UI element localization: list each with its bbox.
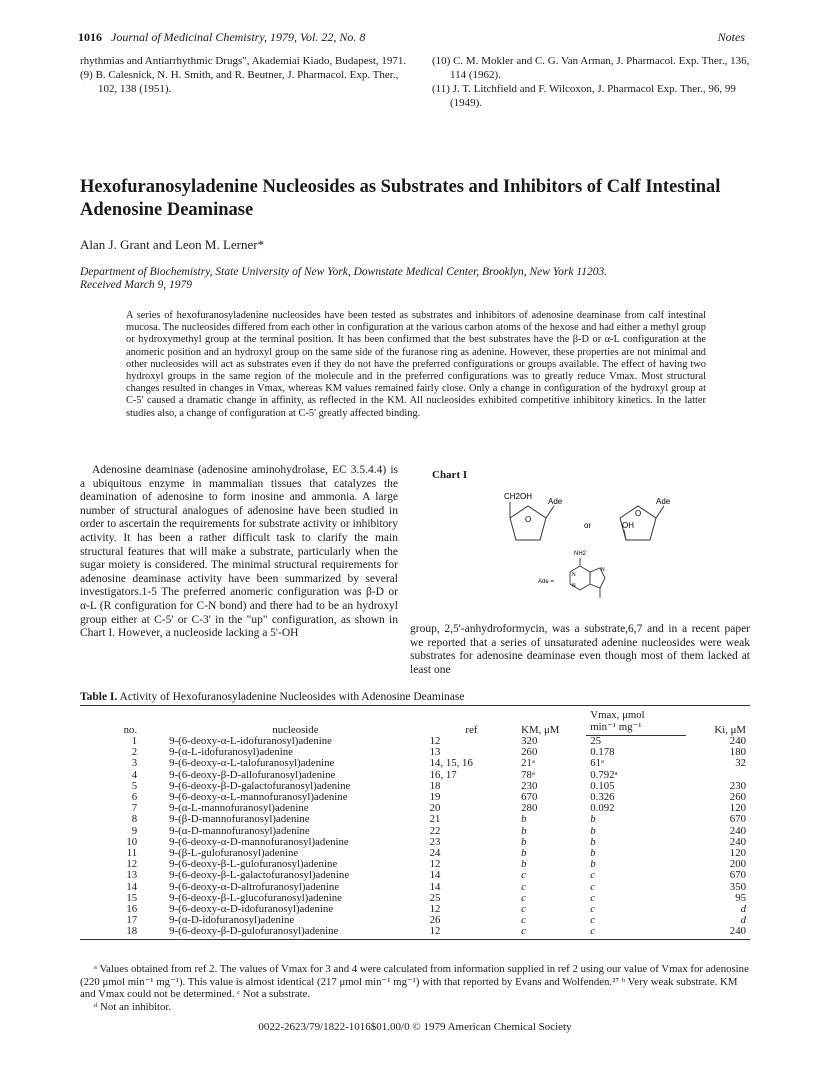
- abstract: A series of hexofuranosyladenine nucleosides have been tested as substrates and inhibitors of adenosine deaminase from calf intestinal mucosa. The nucleosides differed from each other in configuration at the various carbon atoms of the hexose and had either a methyl group or hydroxymethyl group at the terminal position. It has been confirmed that the best substrates have the β-D or α-L configuration at the anomeric position and an hydroxyl group on the same side of the furanose ring as adenine. However, these properties are not minimal and other nucleosides will act as substrates even if they do not have the preferred configurations or groups available. The effect of having two hydroxyl groups in the same region of the molecule and in the preferred configurations was to greatly reduce Vmax. Most structural changes resulted in changes in Vmax, whereas KM values remained fairly close. Only a change in configuration of the hydroxyl group at C-5' caused a dramatic change in affinity, as reflected in the KM. All nucleosides exhibited competitive inhibitory kinetics. In the latter studies also, a change of configuration at C-5' greatly affected binding.: [126, 310, 706, 419]
- cell-ki: d: [740, 914, 746, 927]
- cell-vmax: b: [590, 824, 596, 837]
- reference-item: (9) B. Calesnick, N. H. Smith, and R. Beutner, J. Pharmacol. Exp. Ther., 102, 138 (1951).: [80, 69, 399, 95]
- table-label: Table I.: [80, 691, 118, 703]
- cell-ref: 12: [429, 903, 441, 916]
- cell-ref: 25: [429, 891, 441, 904]
- cell-ki: 240: [729, 835, 746, 848]
- cell-no: 8: [131, 813, 138, 826]
- cell-km: 320: [521, 734, 538, 747]
- cell-nucleoside: 9-(6-deoxy-α-L-talofuranosyl)adenine: [169, 757, 335, 770]
- label-oh: OH: [622, 521, 634, 530]
- cell-km: c: [521, 880, 526, 893]
- cell-no: 7: [131, 802, 138, 815]
- cell-ref: 21: [429, 813, 441, 826]
- cell-no: 9: [131, 824, 138, 837]
- cell-km: 670: [521, 791, 538, 804]
- cell-ref: 14: [429, 880, 441, 893]
- col-header-vmax: Vmax, μmol: [586, 706, 686, 722]
- cell-ki: 240: [729, 734, 746, 747]
- cell-ref: 14: [429, 869, 441, 882]
- col-header-ki: Ki, μM: [686, 706, 750, 736]
- label-nh2: NH2: [574, 551, 587, 557]
- body-text-left: [80, 464, 398, 641]
- cell-km: b: [521, 813, 527, 826]
- cell-ref: 23: [429, 835, 441, 848]
- cell-ref: 13: [429, 746, 441, 759]
- references-right: [432, 54, 752, 110]
- cell-vmax: c: [590, 914, 596, 927]
- cell-no: 4: [131, 768, 138, 781]
- cell-ref: 16, 17: [429, 768, 457, 781]
- cell-no: 14: [126, 880, 138, 893]
- page-number: 1016: [78, 30, 102, 44]
- label-n1: N: [572, 572, 576, 578]
- cell-ref: 19: [429, 791, 441, 804]
- cell-no: 13: [126, 869, 138, 882]
- cell-ki: d: [740, 903, 746, 916]
- cell-ref: 20: [429, 802, 441, 815]
- cell-ki: 120: [729, 847, 746, 860]
- label-ring-o-left: O: [525, 515, 532, 524]
- cell-nucleoside: 9-(β-L-gulofuranosyl)adenine: [169, 847, 299, 860]
- cell-ki: 120: [729, 802, 746, 815]
- table-footnotes: [80, 963, 750, 1013]
- table-row: [80, 926, 750, 939]
- cell-ref: 14, 15, 16: [429, 757, 473, 770]
- article-title: Hexofuranosyladenine Nucleosides as Substrates and Inhibitors of Calf Intestinal Adenosine Deaminase: [80, 177, 721, 220]
- cell-ki: 240: [686, 926, 750, 939]
- cell-ki: 180: [729, 746, 746, 759]
- cell-km: 230: [521, 779, 538, 792]
- data-table: [80, 705, 750, 940]
- article-authors: Alan J. Grant and Leon M. Lerner*: [80, 237, 265, 252]
- running-header: [78, 30, 745, 45]
- journal-citation: Journal of Medicinal Chemistry, 1979, Vol. 22, No. 8: [111, 30, 366, 44]
- cell-vmax: c: [590, 891, 596, 904]
- cell-no: 10: [126, 835, 138, 848]
- cell-no: 3: [131, 757, 138, 770]
- author-affiliation: [80, 266, 750, 292]
- affiliation-text: Department of Biochemistry, State University of New York, Downstate Medical Center, Brooklyn, New York 11203.: [80, 266, 608, 278]
- cell-vmax: 0.092: [590, 802, 615, 815]
- col-header-vmax-units: min⁻¹ mg⁻¹: [586, 721, 686, 736]
- cell-ki: 240: [729, 824, 746, 837]
- body-paragraph: Adenosine deaminase (adenosine aminohydrolase, EC 3.5.4.4) is a ubiquitous enzyme in mammalian tissues that catalyzes the deamination of adenosine to form inosine and ammonia. A large number of structural analogues of adenosine have been studied in order to ascertain the requirements for substrate activity or inhibitory activity. It has been a rather difficult task to clarify the main structural features that will make a substrate, particularly when the sugar moiety is considered. The minimal structural requirements for adenosine deaminase activity have been summarized by several investigators.1-5 The preferred anomeric configuration was β-D or α-L (R configuration for C-N bond) and there had to be an hydroxyl group either at C-5' or C-3' in the "up" configuration, as shown in Chart I. However, a nucleoside lacking a 5'-OH: [80, 464, 398, 640]
- copyright-footer: 0022-2623/79/1822-1016$01.00/0 © 1979 American Chemical Society: [258, 1021, 572, 1033]
- cell-ki: 670: [729, 813, 746, 826]
- cell-ref: 22: [429, 824, 441, 837]
- cell-vmax: c: [590, 880, 596, 893]
- cell-nucleoside: 9-(6-deoxy-β-L-gulofuranosyl)adenine: [169, 858, 338, 871]
- cell-km: b: [521, 835, 527, 848]
- cell-ref: 26: [429, 914, 441, 927]
- label-ade-right: Ade: [656, 497, 671, 506]
- cell-vmax: c: [590, 903, 596, 916]
- table-caption: [80, 691, 464, 703]
- col-header-nucleoside: nucleoside: [151, 706, 426, 736]
- cell-nucleoside: 9-(6-deoxy-β-L-galactofuranosyl)adenine: [169, 869, 350, 882]
- label-ade-equals: Ade =: [538, 579, 554, 585]
- table-row: [80, 758, 750, 769]
- cell-km: 78ᵃ: [521, 768, 535, 781]
- cell-ki: 350: [729, 880, 746, 893]
- col-header-km: KM, μM: [517, 706, 586, 736]
- cell-km: 21ᵃ: [521, 757, 535, 770]
- cell-no: 17: [126, 914, 138, 927]
- adenine-structure: [570, 558, 605, 598]
- cell-km: c: [517, 926, 586, 939]
- cell-nucleoside: 9-(6-deoxy-β-L-glucofuranosyl)adenine: [169, 891, 342, 904]
- cell-ki: 260: [729, 791, 746, 804]
- cell-ref: 24: [429, 847, 441, 860]
- cell-vmax: 0.178: [590, 746, 615, 759]
- cell-km: 280: [521, 802, 538, 815]
- cell-ref: 12: [429, 858, 441, 871]
- footnote-a: ᵃ Values obtained from ref 2. The values of Vmax for 3 and 4 were calculated from information supplied in ref 2 using our value of Vmax for adenosine (220 μmol min⁻¹ mg⁻¹). This value is almost identical (217 μmol min⁻¹ mg⁻¹) with that reported by Evans and Wolfenden.²⁷ ᵇ Very weak substrate. KM and Vmax could not be determined. ᶜ Not a substrate.: [80, 963, 749, 1000]
- label-ch2oh: CH2OH: [504, 492, 533, 501]
- cell-vmax: 0.792ᵃ: [590, 768, 618, 781]
- cell-nucleoside: 9-(β-D-mannofuranosyl)adenine: [169, 813, 310, 826]
- cell-vmax: c: [586, 926, 686, 939]
- table-row: [80, 870, 750, 881]
- cell-ref: 12: [429, 734, 441, 747]
- cell-nucleoside: 9-(6-deoxy-α-D-altrofuranosyl)adenine: [169, 880, 340, 893]
- footnote-d: ᵈ Not an inhibitor.: [94, 1000, 172, 1013]
- cell-nucleoside: 9-(6-deoxy-α-L-mannofuranosyl)adenine: [169, 791, 348, 804]
- cell-no: 1: [131, 734, 138, 747]
- furanose-ring-left: [510, 502, 554, 540]
- received-date: Received March 9, 1979: [80, 279, 192, 291]
- cell-km: c: [521, 891, 526, 904]
- cell-ki: 95: [735, 891, 746, 904]
- cell-vmax: 61ᵃ: [590, 757, 605, 770]
- cell-nucleoside: 9-(6-deoxy-β-D-allofuranosyl)adenine: [169, 768, 336, 781]
- cell-vmax: 0.105: [590, 779, 615, 792]
- label-or: or: [584, 521, 592, 530]
- reference-item: (11) J. T. Litchfield and F. Wilcoxon, J. Pharmacol Exp. Ther., 96, 99 (1949).: [432, 83, 736, 109]
- references-left: [80, 54, 410, 96]
- cell-km: c: [521, 869, 526, 882]
- cell-km: 260: [521, 746, 538, 759]
- section-label: Notes: [717, 30, 745, 44]
- cell-km: b: [521, 847, 527, 860]
- cell-ki: 32: [735, 757, 746, 770]
- label-n7: N: [601, 567, 605, 573]
- cell-nucleoside: 9-(6-deoxy-β-D-galactofuranosyl)adenine: [169, 779, 351, 792]
- cell-no: 18: [80, 926, 151, 939]
- col-header-ref: ref: [426, 706, 518, 736]
- cell-no: 11: [126, 847, 138, 860]
- cell-km: b: [521, 824, 527, 837]
- cell-km: c: [521, 914, 526, 927]
- chart-title: Chart I: [432, 469, 468, 481]
- reference-item: rhythmias and Antiarrhythmic Drugs", Akademiai Kiado, Budapest, 1971.: [80, 55, 407, 67]
- cell-vmax: b: [590, 835, 596, 848]
- cell-vmax: b: [590, 858, 596, 871]
- cell-vmax: b: [590, 847, 596, 860]
- cell-ki: 200: [729, 858, 746, 871]
- table-caption-text: Activity of Hexofuranosyladenine Nucleosides with Adenosine Deaminase: [119, 691, 465, 703]
- table-row: [80, 814, 750, 825]
- col-header-no: no.: [80, 706, 151, 736]
- cell-nucleoside: 9-(α-D-mannofuranosyl)adenine: [169, 824, 310, 837]
- cell-no: 16: [126, 903, 138, 916]
- cell-nucleoside: 9-(6-deoxy-β-D-gulofuranosyl)adenine: [151, 926, 426, 939]
- cell-nucleoside: 9-(α-L-mannofuranosyl)adenine: [169, 802, 309, 815]
- cell-no: 12: [126, 858, 138, 871]
- label-n3: N: [572, 583, 576, 589]
- cell-vmax: 25: [590, 735, 602, 747]
- cell-no: 6: [131, 791, 138, 804]
- cell-ki: 670: [729, 869, 746, 882]
- cell-vmax: c: [590, 869, 596, 882]
- chart-structure-diagram: [490, 480, 750, 605]
- cell-nucleoside: 9-(α-D-idofuranosyl)adenine: [169, 914, 295, 927]
- cell-nucleoside: 9-(6-deoxy-α-L-idofuranosyl)adenine: [169, 734, 332, 747]
- cell-no: 5: [131, 779, 138, 792]
- body-text-right: group, 2,5'-anhydroformycin, was a substrate,6,7 and in a recent paper we reported that a series of unsaturated adenine nucleosides were weak substrates for adenosine deaminase even though most of them lacked at least one: [410, 623, 750, 676]
- label-ring-o-right: O: [635, 509, 642, 518]
- cell-km: b: [521, 858, 527, 871]
- cell-ki: 230: [729, 779, 746, 792]
- label-ade-left: Ade: [548, 497, 563, 506]
- cell-nucleoside: 9-(6-deoxy-α-D-idofuranosyl)adenine: [169, 903, 334, 916]
- reference-item: (10) C. M. Mokler and C. G. Van Arman, J. Pharmacol. Exp. Ther., 136, 114 (1962).: [432, 55, 750, 81]
- cell-vmax: 0.326: [590, 791, 615, 804]
- cell-ref: 18: [429, 779, 441, 792]
- cell-no: 15: [126, 891, 138, 904]
- cell-nucleoside: 9-(6-deoxy-α-D-mannofuranosyl)adenine: [169, 835, 349, 848]
- cell-ref: 12: [426, 926, 518, 939]
- cell-nucleoside: 9-(α-L-idofuranosyl)adenine: [169, 746, 293, 759]
- cell-no: 2: [131, 746, 138, 759]
- cell-km: c: [521, 903, 526, 916]
- cell-vmax: b: [590, 813, 596, 826]
